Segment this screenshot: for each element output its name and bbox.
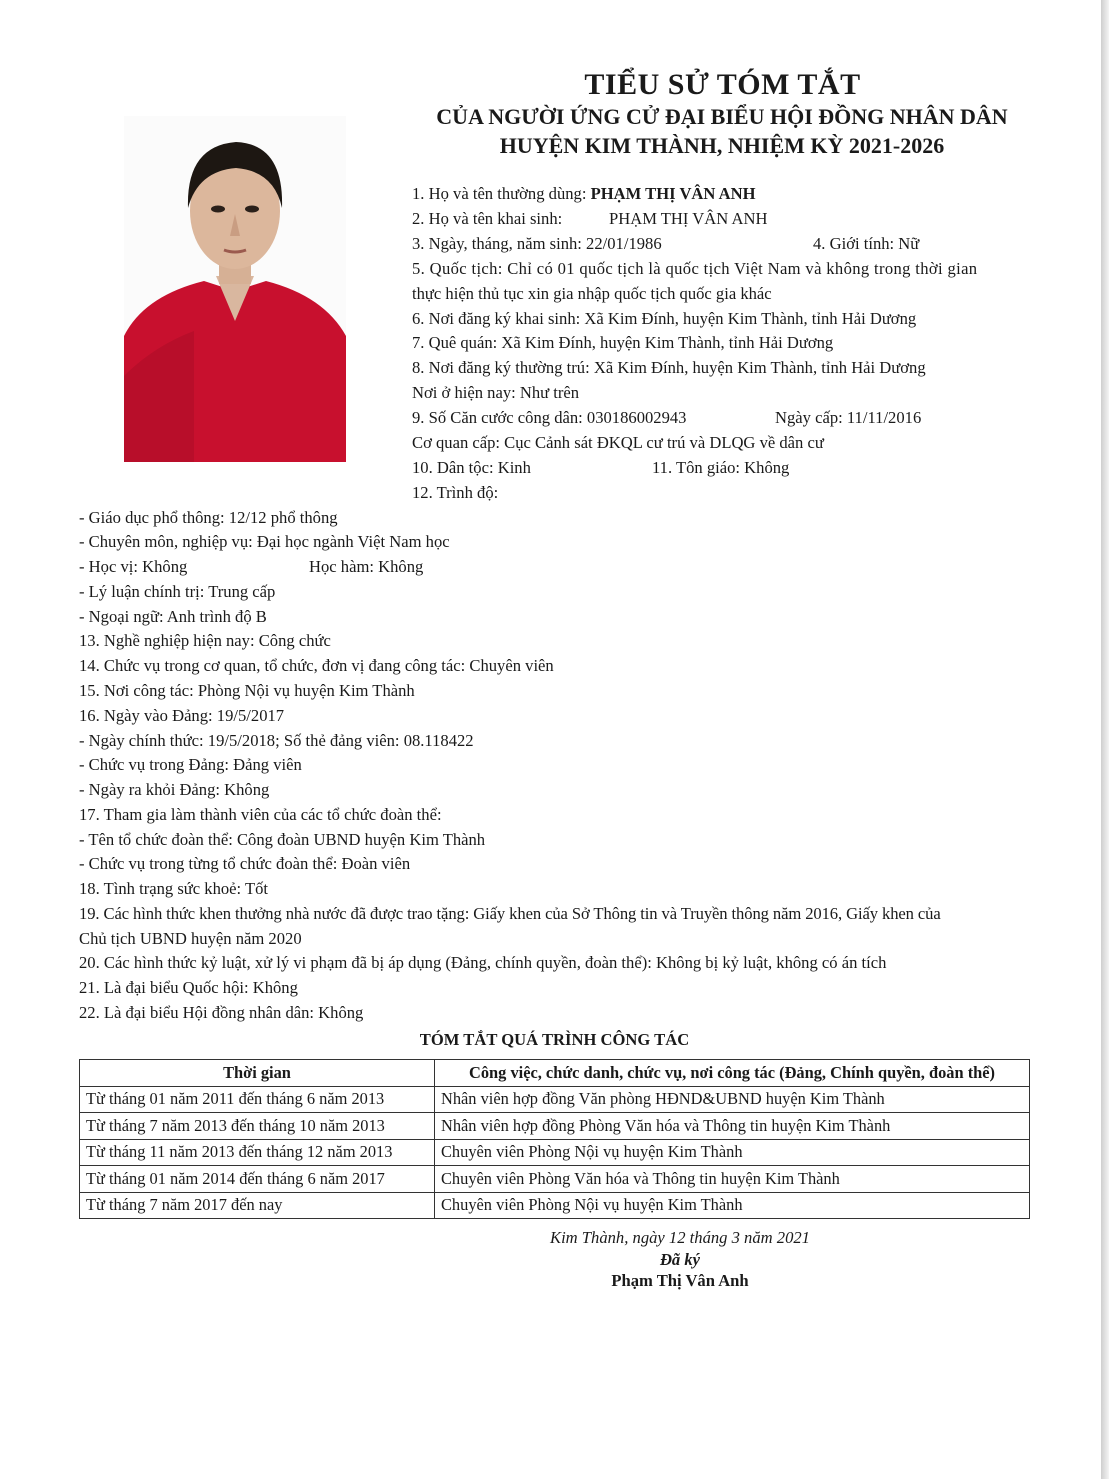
signature-name: Phạm Thị Vân Anh xyxy=(611,1271,749,1290)
detail-line: 18. Tình trạng sức khoẻ: Tốt xyxy=(79,879,269,898)
id-issue-date: Ngày cấp: 11/11/2016 xyxy=(775,408,922,427)
detail-line: - Chuyên môn, nghiệp vụ: Đại học ngành Việt Nam học xyxy=(79,532,450,551)
detail-line: 20. Các hình thức kỷ luật, xử lý vi phạm đã bị áp dụng (Đảng, chính quyền, đoàn thể): Không bị kỷ luật, không có án tích xyxy=(79,953,887,972)
signature-signed: Đã ký xyxy=(659,1250,701,1269)
detail-line: 14. Chức vụ trong cơ quan, tổ chức, đơn vị đang công tác: Chuyên viên xyxy=(79,656,554,675)
job-cell: Nhân viên hợp đồng Phòng Văn hóa và Thông tin huyện Kim Thành xyxy=(435,1113,1030,1140)
job-cell: Chuyên viên Phòng Văn hóa và Thông tin huyện Kim Thành xyxy=(435,1166,1030,1193)
time-cell: Từ tháng 7 năm 2013 đến tháng 10 năm 2013 xyxy=(80,1113,435,1140)
birth-registration: 6. Nơi đăng ký khai sinh: Xã Kim Đính, huyện Kim Thành, tỉnh Hải Dương xyxy=(412,309,917,328)
work-history-heading: TÓM TẮT QUÁ TRÌNH CÔNG TÁC xyxy=(419,1030,690,1049)
detail-line: 21. Là đại biểu Quốc hội: Không xyxy=(79,978,298,997)
birth-date: 3. Ngày, tháng, năm sinh: 22/01/1986 xyxy=(412,234,662,253)
full-name-value: PHẠM THỊ VÂN ANH xyxy=(590,184,756,203)
current-residence: Nơi ở hiện nay: Như trên xyxy=(412,383,580,402)
detail-line: - Ngày chính thức: 19/5/2018; Số thẻ đảng viên: 08.118422 xyxy=(79,731,474,750)
detail-line: - Ngày ra khỏi Đảng: Không xyxy=(79,780,270,799)
portrait-image xyxy=(124,116,346,462)
time-cell: Từ tháng 7 năm 2017 đến nay xyxy=(80,1192,435,1219)
portrait-photo xyxy=(124,116,346,462)
id-issuer: Cơ quan cấp: Cục Cảnh sát ĐKQL cư trú và DLQG về dân cư xyxy=(412,433,824,452)
ethnicity: 10. Dân tộc: Kinh xyxy=(412,458,531,477)
detail-line: 13. Nghề nghiệp hiện nay: Công chức xyxy=(79,631,331,650)
gender: 4. Giới tính: Nữ xyxy=(813,234,920,253)
detail-line: - Tên tổ chức đoàn thể: Công đoàn UBND huyện Kim Thành xyxy=(79,830,486,849)
detail-line: 15. Nơi công tác: Phòng Nội vụ huyện Kim Thành xyxy=(79,681,415,700)
degree-line: - Học vị: Không xyxy=(79,557,188,576)
info-line-1 xyxy=(412,182,756,207)
detail-line: - Chức vụ trong từng tổ chức đoàn thể: Đoàn viên xyxy=(79,854,411,873)
page-edge-shadow xyxy=(1101,0,1109,1479)
citizen-id: 9. Số Căn cước công dân: 030186002943 xyxy=(412,408,687,427)
table-row xyxy=(80,1139,1030,1166)
column-header-job: Công việc, chức danh, chức vụ, nơi công tác (Đảng, Chính quyền, đoàn thể) xyxy=(435,1060,1030,1087)
detail-line: - Chức vụ trong Đảng: Đảng viên xyxy=(79,755,302,774)
table-row xyxy=(80,1086,1030,1113)
document-title: TIỂU SỬ TÓM TẮT xyxy=(584,68,861,101)
time-cell: Từ tháng 11 năm 2013 đến tháng 12 năm 2013 xyxy=(80,1139,435,1166)
document-subtitle-2: HUYỆN KIM THÀNH, NHIỆM KỲ 2021-2026 xyxy=(499,133,945,158)
religion: 11. Tôn giáo: Không xyxy=(652,458,790,477)
full-name-label: 1. Họ và tên thường dùng: xyxy=(412,184,591,203)
detail-line: - Giáo dục phổ thông: 12/12 phổ thông xyxy=(79,508,338,527)
nationality-line-2: thực hiện thủ tục xin gia nhập quốc tịch quốc gia khác xyxy=(412,284,772,303)
detail-line: 17. Tham gia làm thành viên của các tổ chức đoàn thể: xyxy=(79,805,442,824)
detail-line: Chủ tịch UBND huyện năm 2020 xyxy=(79,929,302,948)
time-cell: Từ tháng 01 năm 2011 đến tháng 6 năm 2013 xyxy=(80,1086,435,1113)
education-heading: 12. Trình độ: xyxy=(412,483,499,502)
document-subtitle-1: CỦA NGƯỜI ỨNG CỬ ĐẠI BIỂU HỘI ĐỒNG NHÂN DÂN xyxy=(436,104,1008,129)
time-cell: Từ tháng 01 năm 2014 đến tháng 6 năm 2017 xyxy=(80,1166,435,1193)
hometown: 7. Quê quán: Xã Kim Đính, huyện Kim Thành, tỉnh Hải Dương xyxy=(412,333,834,352)
birth-name-label: 2. Họ và tên khai sinh: xyxy=(412,209,563,228)
signature-place-date: Kim Thành, ngày 12 tháng 3 năm 2021 xyxy=(550,1228,810,1247)
nationality-line-1: 5. Quốc tịch: Chỉ có 01 quốc tịch là quốc tịch Việt Nam và không trong thời gian xyxy=(412,259,978,278)
work-history-table xyxy=(79,1059,1030,1219)
detail-line: 22. Là đại biểu Hội đồng nhân dân: Không xyxy=(79,1003,364,1022)
job-cell: Chuyên viên Phòng Nội vụ huyện Kim Thành xyxy=(435,1139,1030,1166)
detail-line: 16. Ngày vào Đảng: 19/5/2017 xyxy=(79,706,285,725)
table-row xyxy=(80,1113,1030,1140)
job-cell: Chuyên viên Phòng Nội vụ huyện Kim Thành xyxy=(435,1192,1030,1219)
job-cell: Nhân viên hợp đồng Văn phòng HĐND&UBND huyện Kim Thành xyxy=(435,1086,1030,1113)
detail-line: - Lý luận chính trị: Trung cấp xyxy=(79,582,276,601)
table-header-row xyxy=(80,1060,1030,1087)
detail-line: - Ngoại ngữ: Anh trình độ B xyxy=(79,607,267,626)
birth-name-value: PHẠM THỊ VÂN ANH xyxy=(609,209,768,228)
column-header-time: Thời gian xyxy=(80,1060,435,1087)
academic-title: Học hàm: Không xyxy=(309,557,424,576)
table-row xyxy=(80,1192,1030,1219)
detail-line: 19. Các hình thức khen thưởng nhà nước đã được trao tặng: Giấy khen của Sở Thông tin và Truyền thông năm 2016, Giấy khen của xyxy=(79,904,941,923)
table-row xyxy=(80,1166,1030,1193)
permanent-residence: 8. Nơi đăng ký thường trú: Xã Kim Đính, huyện Kim Thành, tỉnh Hải Dương xyxy=(412,358,926,377)
